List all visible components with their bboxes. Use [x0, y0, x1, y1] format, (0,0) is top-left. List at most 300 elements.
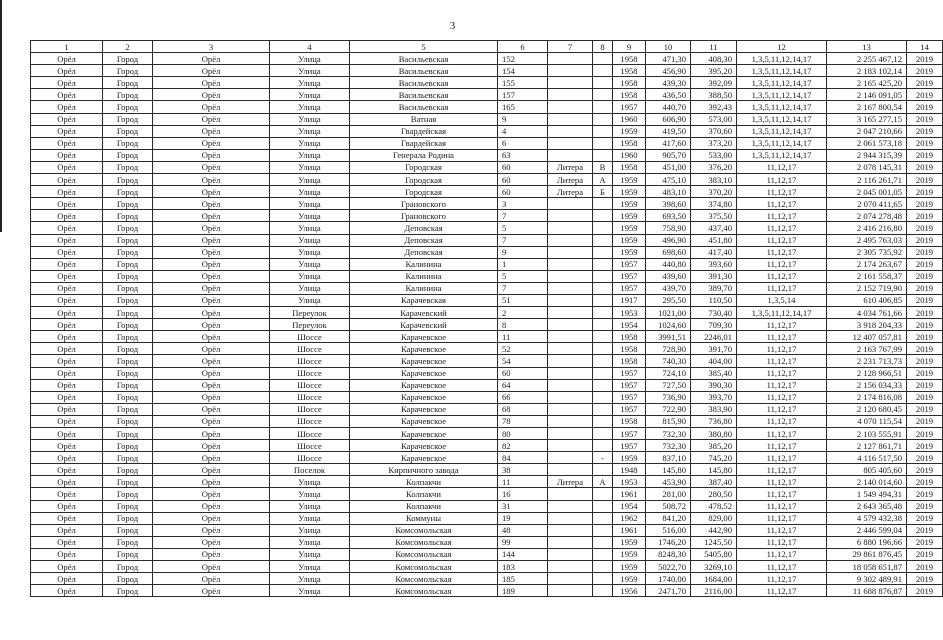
year-built-cell: 1957 — [613, 379, 646, 391]
region-cell: Орёл — [31, 415, 103, 427]
work-types-cell: 11,12,17 — [737, 391, 827, 403]
letter-cell — [593, 137, 613, 149]
street-type-cell: Улица — [270, 512, 350, 524]
column-header-11: 11 — [691, 41, 737, 53]
total-area-cell: 732,30 — [646, 428, 691, 440]
letter-label-cell — [548, 355, 593, 367]
letter-label-cell — [548, 53, 593, 65]
total-area-cell: 440,70 — [646, 101, 691, 113]
street-name-cell: Гвардейская — [350, 137, 498, 149]
living-area-cell: 533,00 — [691, 149, 737, 161]
cost-cell: 2 944 315,39 — [827, 149, 907, 161]
year-built-cell: 1953 — [613, 307, 646, 319]
cost-cell: 2 128 966,51 — [827, 367, 907, 379]
settlement-type-cell: Город — [103, 246, 153, 258]
total-area-cell: 732,30 — [646, 440, 691, 452]
total-area-cell: 740,30 — [646, 355, 691, 367]
living-area-cell: 451,80 — [691, 234, 737, 246]
work-types-cell: 11,12,17 — [737, 512, 827, 524]
house-number-cell: 63 — [498, 149, 548, 161]
letter-cell — [593, 585, 613, 597]
year-cell: 2019 — [907, 161, 943, 173]
table-row — [31, 174, 943, 186]
letter-cell — [593, 440, 613, 452]
settlement-type-cell: Город — [103, 367, 153, 379]
letter-label-cell — [548, 464, 593, 476]
street-name-cell: Городская — [350, 186, 498, 198]
region-cell: Орёл — [31, 198, 103, 210]
cost-cell: 2 255 467,12 — [827, 53, 907, 65]
street-type-cell: Улица — [270, 65, 350, 77]
letter-label-cell — [548, 294, 593, 306]
year-cell: 2019 — [907, 500, 943, 512]
year-built-cell: 1958 — [613, 161, 646, 173]
table-row — [31, 512, 943, 524]
letter-label-cell — [548, 137, 593, 149]
total-area-cell: 905,70 — [646, 149, 691, 161]
table-row — [31, 440, 943, 452]
table-row — [31, 391, 943, 403]
table-row — [31, 403, 943, 415]
table-row — [31, 488, 943, 500]
settlement-cell: Орёл — [153, 246, 270, 258]
settlement-type-cell: Город — [103, 307, 153, 319]
settlement-type-cell: Город — [103, 391, 153, 403]
letter-cell — [593, 536, 613, 548]
cost-cell: 2 495 763,03 — [827, 234, 907, 246]
street-type-cell: Улица — [270, 125, 350, 137]
work-types-cell: 11,12,17 — [737, 585, 827, 597]
column-header-12: 12 — [737, 41, 827, 53]
house-number-cell: 8 — [498, 319, 548, 331]
cost-cell: 2 061 573,18 — [827, 137, 907, 149]
cost-cell: 4 034 761,66 — [827, 307, 907, 319]
living-area-cell: 2246,01 — [691, 331, 737, 343]
year-cell: 2019 — [907, 488, 943, 500]
table-row — [31, 282, 943, 294]
work-types-cell: 11,12,17 — [737, 270, 827, 282]
total-area-cell: 436,50 — [646, 89, 691, 101]
settlement-cell: Орёл — [153, 355, 270, 367]
work-types-cell: 11,12,17 — [737, 488, 827, 500]
house-number-cell: 84 — [498, 452, 548, 464]
region-cell: Орёл — [31, 343, 103, 355]
total-area-cell: 1746,20 — [646, 536, 691, 548]
house-number-cell: 154 — [498, 65, 548, 77]
total-area-cell: 419,50 — [646, 125, 691, 137]
street-name-cell: Васильевская — [350, 89, 498, 101]
region-cell: Орёл — [31, 319, 103, 331]
cost-cell: 11 688 876,87 — [827, 585, 907, 597]
settlement-type-cell: Город — [103, 270, 153, 282]
house-number-cell: 11 — [498, 331, 548, 343]
year-built-cell: 1957 — [613, 282, 646, 294]
settlement-cell: Орёл — [153, 391, 270, 403]
letter-label-cell — [548, 343, 593, 355]
street-type-cell: Улица — [270, 210, 350, 222]
street-name-cell: Карачевское — [350, 440, 498, 452]
region-cell: Орёл — [31, 585, 103, 597]
cost-cell: 2 078 145,31 — [827, 161, 907, 173]
street-name-cell: Комсомольская — [350, 548, 498, 560]
street-name-cell: Карачевский — [350, 307, 498, 319]
settlement-type-cell: Город — [103, 65, 153, 77]
settlement-cell: Орёл — [153, 294, 270, 306]
cost-cell: 2 120 680,45 — [827, 403, 907, 415]
table-row — [31, 343, 943, 355]
settlement-cell: Орёл — [153, 125, 270, 137]
region-cell: Орёл — [31, 452, 103, 464]
street-type-cell: Улица — [270, 294, 350, 306]
table-row — [31, 246, 943, 258]
house-number-cell: 144 — [498, 548, 548, 560]
house-number-cell: 165 — [498, 101, 548, 113]
table-row — [31, 210, 943, 222]
table-row — [31, 415, 943, 427]
settlement-type-cell: Город — [103, 258, 153, 270]
settlement-cell: Орёл — [153, 198, 270, 210]
settlement-cell: Орёл — [153, 476, 270, 488]
street-type-cell: Шоссе — [270, 452, 350, 464]
year-cell: 2019 — [907, 307, 943, 319]
street-name-cell: Калинина — [350, 282, 498, 294]
year-cell: 2019 — [907, 415, 943, 427]
settlement-type-cell: Город — [103, 524, 153, 536]
settlement-cell: Орёл — [153, 500, 270, 512]
year-built-cell: 1958 — [613, 137, 646, 149]
total-area-cell: 1021,00 — [646, 307, 691, 319]
year-built-cell: 1958 — [613, 343, 646, 355]
column-header-10: 10 — [646, 41, 691, 53]
total-area-cell: 8248,30 — [646, 548, 691, 560]
letter-label-cell — [548, 65, 593, 77]
living-area-cell: 380,80 — [691, 428, 737, 440]
living-area-cell: 280,50 — [691, 488, 737, 500]
settlement-type-cell: Город — [103, 476, 153, 488]
total-area-cell: 456,90 — [646, 65, 691, 77]
street-name-cell: Колпакчи — [350, 476, 498, 488]
letter-label-cell — [548, 149, 593, 161]
house-number-cell: 54 — [498, 355, 548, 367]
street-type-cell: Шоссе — [270, 367, 350, 379]
street-name-cell: Карачевское — [350, 403, 498, 415]
letter-cell — [593, 77, 613, 89]
work-types-cell: 11,12,17 — [737, 210, 827, 222]
street-name-cell: Деповская — [350, 246, 498, 258]
table-row — [31, 53, 943, 65]
region-cell: Орёл — [31, 573, 103, 585]
street-type-cell: Шоссе — [270, 391, 350, 403]
house-number-cell: 80 — [498, 428, 548, 440]
table-row — [31, 77, 943, 89]
house-number-cell: 78 — [498, 415, 548, 427]
letter-label-cell — [548, 77, 593, 89]
cost-cell: 4 070 115,54 — [827, 415, 907, 427]
work-types-cell: 1,3,5,11,12,14,17 — [737, 137, 827, 149]
cost-cell: 2 152 719,90 — [827, 282, 907, 294]
year-built-cell: 1957 — [613, 391, 646, 403]
year-built-cell: 1957 — [613, 258, 646, 270]
region-cell: Орёл — [31, 65, 103, 77]
work-types-cell: 11,12,17 — [737, 343, 827, 355]
region-cell: Орёл — [31, 391, 103, 403]
letter-cell — [593, 403, 613, 415]
settlement-type-cell: Город — [103, 464, 153, 476]
total-area-cell: 439,30 — [646, 77, 691, 89]
settlement-type-cell: Город — [103, 222, 153, 234]
table-row — [31, 222, 943, 234]
settlement-cell: Орёл — [153, 186, 270, 198]
work-types-cell: 11,12,17 — [737, 222, 827, 234]
living-area-cell: 442,90 — [691, 524, 737, 536]
street-type-cell: Шоссе — [270, 428, 350, 440]
street-type-cell: Улица — [270, 198, 350, 210]
work-types-cell: 11,12,17 — [737, 234, 827, 246]
year-built-cell: 1960 — [613, 113, 646, 125]
year-built-cell: 1959 — [613, 186, 646, 198]
letter-label-cell — [548, 428, 593, 440]
cost-cell: 2 183 102,14 — [827, 65, 907, 77]
letter-cell — [593, 524, 613, 536]
region-cell: Орёл — [31, 367, 103, 379]
living-area-cell: 370,20 — [691, 186, 737, 198]
year-built-cell: 1959 — [613, 174, 646, 186]
total-area-cell: 727,50 — [646, 379, 691, 391]
letter-label-cell — [548, 113, 593, 125]
cost-cell: 2 174 816,08 — [827, 391, 907, 403]
letter-label-cell — [548, 512, 593, 524]
table-row — [31, 270, 943, 282]
settlement-cell: Орёл — [153, 331, 270, 343]
region-cell: Орёл — [31, 403, 103, 415]
year-cell: 2019 — [907, 113, 943, 125]
street-name-cell: Колпакчи — [350, 500, 498, 512]
settlement-cell: Орёл — [153, 488, 270, 500]
house-number-cell: 185 — [498, 573, 548, 585]
street-type-cell: Шоссе — [270, 415, 350, 427]
region-cell: Орёл — [31, 512, 103, 524]
settlement-type-cell: Город — [103, 548, 153, 560]
region-cell: Орёл — [31, 488, 103, 500]
settlement-type-cell: Город — [103, 488, 153, 500]
column-header-9: 9 — [613, 41, 646, 53]
letter-label-cell — [548, 391, 593, 403]
work-types-cell: 1,3,5,11,12,14,17 — [737, 77, 827, 89]
letter-label-cell: Литера — [548, 174, 593, 186]
year-built-cell: 1953 — [613, 476, 646, 488]
year-built-cell: 1957 — [613, 270, 646, 282]
work-types-cell: 1,3,5,11,12,14,17 — [737, 125, 827, 137]
living-area-cell: 392,43 — [691, 101, 737, 113]
street-name-cell: Городская — [350, 174, 498, 186]
settlement-cell: Орёл — [153, 548, 270, 560]
house-number-cell: 16 — [498, 488, 548, 500]
settlement-cell: Орёл — [153, 585, 270, 597]
cost-cell: 2 174 263,67 — [827, 258, 907, 270]
house-number-cell: 9 — [498, 246, 548, 258]
work-types-cell: 1,3,5,11,12,14,17 — [737, 53, 827, 65]
letter-cell: В — [593, 161, 613, 173]
region-cell: Орёл — [31, 294, 103, 306]
letter-cell — [593, 149, 613, 161]
year-cell: 2019 — [907, 282, 943, 294]
letter-cell — [593, 512, 613, 524]
column-header-2: 2 — [103, 41, 153, 53]
street-type-cell: Улица — [270, 573, 350, 585]
settlement-type-cell: Город — [103, 415, 153, 427]
house-number-cell: 7 — [498, 210, 548, 222]
house-number-cell: 1 — [498, 258, 548, 270]
settlement-cell: Орёл — [153, 65, 270, 77]
living-area-cell: 392,09 — [691, 77, 737, 89]
year-cell: 2019 — [907, 379, 943, 391]
total-area-cell: 439,70 — [646, 282, 691, 294]
settlement-type-cell: Город — [103, 403, 153, 415]
letter-cell — [593, 270, 613, 282]
settlement-type-cell: Город — [103, 379, 153, 391]
letter-label-cell — [548, 415, 593, 427]
work-types-cell: 1,3,5,11,12,14,17 — [737, 113, 827, 125]
letter-label-cell — [548, 452, 593, 464]
living-area-cell: 374,80 — [691, 198, 737, 210]
settlement-cell: Орёл — [153, 174, 270, 186]
living-area-cell: 2116,00 — [691, 585, 737, 597]
year-built-cell: 1958 — [613, 53, 646, 65]
table-row — [31, 101, 943, 113]
region-cell: Орёл — [31, 113, 103, 125]
settlement-type-cell: Город — [103, 331, 153, 343]
cost-cell: 2 416 216,80 — [827, 222, 907, 234]
settlement-cell: Орёл — [153, 524, 270, 536]
work-types-cell: 11,12,17 — [737, 524, 827, 536]
table-row — [31, 307, 943, 319]
work-types-cell: 11,12,17 — [737, 536, 827, 548]
living-area-cell: 417,40 — [691, 246, 737, 258]
region-cell: Орёл — [31, 464, 103, 476]
year-built-cell: 1958 — [613, 89, 646, 101]
settlement-cell: Орёл — [153, 113, 270, 125]
work-types-cell: 11,12,17 — [737, 161, 827, 173]
street-name-cell: Комсомольская — [350, 524, 498, 536]
total-area-cell: 698,60 — [646, 246, 691, 258]
year-built-cell: 1959 — [613, 222, 646, 234]
work-types-cell: 11,12,17 — [737, 379, 827, 391]
letter-cell — [593, 294, 613, 306]
settlement-type-cell: Город — [103, 282, 153, 294]
cost-cell: 2 165 425,20 — [827, 77, 907, 89]
year-cell: 2019 — [907, 65, 943, 77]
living-area-cell: 730,40 — [691, 307, 737, 319]
street-type-cell: Улица — [270, 282, 350, 294]
living-area-cell: 376,20 — [691, 161, 737, 173]
table-row — [31, 125, 943, 137]
table-row — [31, 137, 943, 149]
page-number: 3 — [449, 20, 456, 32]
cost-cell: 3 165 277,15 — [827, 113, 907, 125]
street-type-cell: Поселок — [270, 464, 350, 476]
letter-label-cell — [548, 222, 593, 234]
column-header-14: 14 — [907, 41, 943, 53]
table-row — [31, 428, 943, 440]
year-cell: 2019 — [907, 428, 943, 440]
settlement-type-cell: Город — [103, 500, 153, 512]
table-row — [31, 367, 943, 379]
letter-label-cell — [548, 210, 593, 222]
work-types-cell: 11,12,17 — [737, 548, 827, 560]
letter-cell — [593, 391, 613, 403]
settlement-type-cell: Город — [103, 149, 153, 161]
table-row — [31, 161, 943, 173]
table-row — [31, 476, 943, 488]
year-built-cell: 1957 — [613, 403, 646, 415]
region-cell: Орёл — [31, 161, 103, 173]
street-name-cell: Деповская — [350, 234, 498, 246]
living-area-cell: 404,00 — [691, 355, 737, 367]
letter-cell: А — [593, 476, 613, 488]
house-number-cell: 64 — [498, 379, 548, 391]
letter-label-cell — [548, 270, 593, 282]
year-built-cell: 1959 — [613, 561, 646, 573]
living-area-cell: 110,50 — [691, 294, 737, 306]
region-cell: Орёл — [31, 355, 103, 367]
column-header-8: 8 — [593, 41, 613, 53]
table-row — [31, 65, 943, 77]
year-cell: 2019 — [907, 585, 943, 597]
region-cell: Орёл — [31, 234, 103, 246]
settlement-cell: Орёл — [153, 319, 270, 331]
column-header-3: 3 — [153, 41, 270, 53]
settlement-cell: Орёл — [153, 149, 270, 161]
table-row — [31, 573, 943, 585]
street-name-cell: Карачевское — [350, 331, 498, 343]
living-area-cell: 383,90 — [691, 403, 737, 415]
letter-cell — [593, 65, 613, 77]
house-number-cell: 60 — [498, 186, 548, 198]
settlement-type-cell: Город — [103, 77, 153, 89]
settlement-cell: Орёл — [153, 222, 270, 234]
street-type-cell: Улица — [270, 548, 350, 560]
year-cell: 2019 — [907, 343, 943, 355]
table-row — [31, 524, 943, 536]
total-area-cell: 5022,70 — [646, 561, 691, 573]
letter-label-cell — [548, 573, 593, 585]
work-types-cell: 11,12,17 — [737, 331, 827, 343]
street-name-cell: Калинина — [350, 258, 498, 270]
year-cell: 2019 — [907, 464, 943, 476]
total-area-cell: 508,72 — [646, 500, 691, 512]
street-type-cell: Улица — [270, 488, 350, 500]
work-types-cell: 11,12,17 — [737, 428, 827, 440]
street-name-cell: Грановского — [350, 210, 498, 222]
house-number-cell: 9 — [498, 113, 548, 125]
cost-cell: 805 405,60 — [827, 464, 907, 476]
street-name-cell: Грановского — [350, 198, 498, 210]
settlement-cell: Орёл — [153, 137, 270, 149]
region-cell: Орёл — [31, 101, 103, 113]
cost-cell: 2 305 735,92 — [827, 246, 907, 258]
street-type-cell: Шоссе — [270, 379, 350, 391]
letter-label-cell — [548, 234, 593, 246]
letter-label-cell — [548, 89, 593, 101]
street-type-cell: Улица — [270, 585, 350, 597]
cost-cell: 610 406,85 — [827, 294, 907, 306]
region-cell: Орёл — [31, 440, 103, 452]
cost-cell: 2 446 599,04 — [827, 524, 907, 536]
left-edge-rule — [0, 0, 2, 232]
cost-cell: 2 146 091,05 — [827, 89, 907, 101]
year-cell: 2019 — [907, 319, 943, 331]
living-area-cell: 383,10 — [691, 174, 737, 186]
